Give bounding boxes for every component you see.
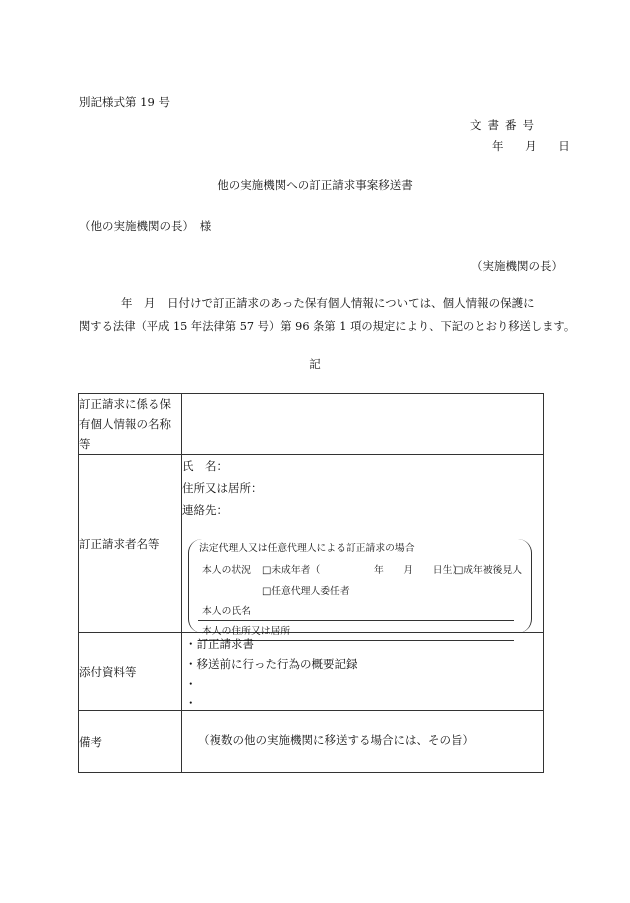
body-line-1: 年 月 日付けで訂正請求のあった保有個人情報については、個人情報の保護に [121, 296, 535, 310]
adult-ward-checkbox[interactable]: □成年被後見人 [454, 565, 523, 576]
info-name-value [182, 394, 544, 455]
requester-label [79, 455, 182, 633]
form-number: 別記様式第 19 号 [79, 95, 170, 109]
requester-cell [182, 455, 544, 637]
info-name-label-text: 訂正請求に係る保有個人情報の名称等 [79, 397, 171, 451]
ki-marker: 記 [309, 357, 321, 371]
transfer-table [78, 393, 544, 773]
remarks-text: （複数の他の実施機関に移送する場合には、その旨） [198, 733, 474, 747]
principal-address-label: 本人の住所又は居所 [202, 626, 291, 637]
requester-label-text: 訂正請求者名等 [79, 536, 160, 551]
info-name-label [79, 394, 182, 455]
attachments-cell [182, 633, 544, 711]
principal-agent-checkbox[interactable]: □任意代理人委任者 [262, 586, 350, 597]
attachments-label-text: 添付資料等 [79, 664, 137, 679]
addressee: （他の実施機関の長） 様 [79, 219, 212, 233]
document-number: 文書番号 [470, 118, 540, 132]
principal-name-underline [198, 620, 514, 621]
agent-heading: 法定代理人又は任意代理人による訂正請求の場合 [199, 543, 415, 554]
attachment-item-2: ・移送前に行った行為の概要記録 [185, 657, 358, 671]
attachments-label [79, 633, 182, 711]
document-date: 年 月 日 [492, 139, 576, 153]
remarks-label-text: 備考 [79, 734, 102, 749]
remarks-cell [182, 711, 544, 773]
requester-contact: 連絡先： [182, 503, 228, 517]
minor-birth-date: 年 月 日生） [374, 565, 463, 576]
principal-status-label: 本人の状況 [202, 565, 251, 576]
requester-address: 住所又は居所： [182, 481, 263, 495]
minor-checkbox[interactable]: □未成年者（ [262, 565, 321, 576]
attachment-item-4: ・ [185, 696, 197, 710]
requester-name: 氏 名： [182, 459, 228, 473]
attachment-item-1: ・訂正請求書 [185, 637, 254, 651]
document-title: 他の実施機関への訂正請求事案移送書 [217, 178, 413, 192]
body-line-2: 関する法律（平成 15 年法律第 57 号）第 96 条第 1 項の規定により、下記のとおり移送します。 [79, 320, 576, 333]
principal-name-label: 本人の氏名 [202, 606, 251, 617]
attachment-item-3: ・ [185, 677, 197, 691]
remarks-label [79, 711, 182, 773]
sender: （実施機関の長） [471, 259, 563, 273]
